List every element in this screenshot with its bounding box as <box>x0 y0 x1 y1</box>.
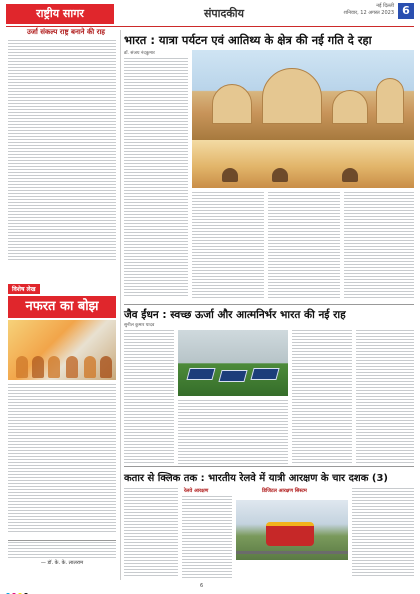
section-label: राष्ट्रीय सागर <box>6 4 114 24</box>
section-rule-2 <box>124 466 414 467</box>
quote-author: — डॉ. के. के. लालराम <box>40 560 84 566</box>
feature-label: विशेष लेख <box>8 284 40 294</box>
solar-headline: जैव ईंधन : स्वच्छ ऊर्जा और आत्मनिर्भर भारत की नई राह <box>124 309 346 321</box>
date-block <box>344 3 394 17</box>
train-photo <box>236 500 348 560</box>
main-text-col1 <box>124 58 188 298</box>
solar-byline: सुनील कुमार यादव <box>124 323 155 328</box>
rail-text-col1 <box>124 488 178 578</box>
page-title: संपादकीय <box>203 7 245 20</box>
rail-text-col2 <box>182 496 232 578</box>
rail-box1-title: रेलवे आरक्षण <box>184 488 209 494</box>
column-divider <box>120 30 121 580</box>
main-byline: डॉ. संजय नंदकुमार <box>124 51 155 56</box>
top-rule <box>6 26 414 27</box>
rail-headline: कतार से क्लिक तक : भारतीय रेलवे में यात्री आरक्षण के चार दशक (3) <box>124 473 388 484</box>
monument-photo <box>192 50 414 140</box>
solar-text-col1 <box>124 330 174 464</box>
page-number: 6 <box>398 3 414 19</box>
solar-text-col4 <box>356 330 414 464</box>
quote-text <box>8 542 116 558</box>
editorial-text <box>8 40 116 260</box>
main-text-col2 <box>192 192 264 300</box>
editorial-title: उर्जा संकल्प राष्ट्र बनाने की राह <box>26 28 106 36</box>
solar-text-col2 <box>178 400 288 464</box>
main-headline: भारत : यात्रा पर्यटन एवं आतिथ्य के क्षेत्र की नई गति दे रहा <box>124 33 372 47</box>
footer-page-marker: 6 <box>200 583 204 589</box>
main-text-col3 <box>268 192 340 300</box>
masthead <box>0 0 420 26</box>
main-text-col4 <box>344 192 414 300</box>
feature-title: नफरत का बोझ <box>8 296 116 318</box>
rail-text-col3 <box>352 488 414 578</box>
camel-photo <box>192 140 414 188</box>
rail-box2-title: डिजिटल आरक्षण सिस्टम <box>262 488 307 494</box>
date-label: शनिवार, 12 अगस्त 2023 <box>343 10 394 16</box>
city-label: नई दिल्ली <box>376 3 394 9</box>
footer-color-marks <box>6 582 414 590</box>
solar-text-col3 <box>292 330 352 464</box>
biofuel-photo <box>178 330 288 396</box>
feature-text <box>8 384 116 534</box>
feature-illustration <box>8 320 116 380</box>
section-rule <box>124 304 414 305</box>
